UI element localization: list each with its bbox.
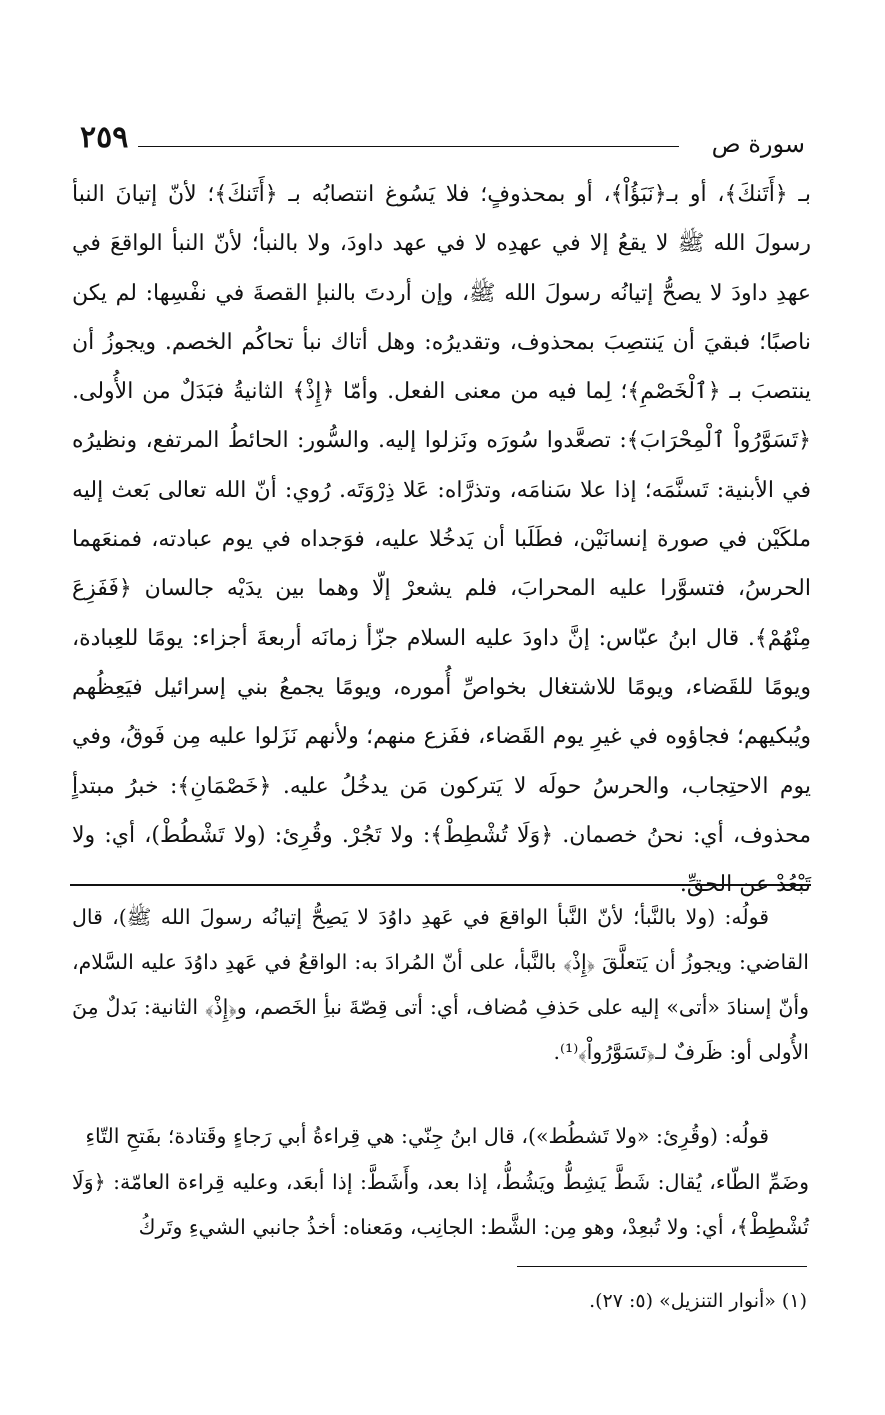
header-rule	[138, 146, 679, 147]
section-divider	[70, 884, 811, 886]
footnote: (١) «أنوار التنزيل» (٥: ٢٧).	[589, 1290, 807, 1312]
commentary-note-2-line-1: قولُه: (وقُرِئ: «ولا تَشطُط»)، قال ابنُ جِنّي: هي قِراءةُ أبي رَجاءٍ وقَتادة؛ بفَتحِ التّاءِ	[85, 1124, 769, 1148]
footnote-rule	[517, 1266, 807, 1267]
surah-title: سورة ص	[711, 130, 805, 158]
commentary-note-1: قولُه: (ولا بالنَّبأ؛ لأنّ النَّبأ الواقعَ في عَهدِ داوُدَ لا يَصِحُّ إتيانُه رسولَ الله ﷺ)، قال القاضي: ويجوزُ أن يَتعلَّقَ ﴿إِذْ﴾ بالنَّبأ، على أنّ المُرادَ به: الواقعُ في عَهدِ داوُدَ عليه السَّلام، وأنّ إسنادَ «أتى» إليه على حَذفِ مُضاف، أي: أتى قِصّةَ نبأِ الخَصم، و﴿إِذْ﴾ الثانية: بَدلٌ مِنَ الأُولى أو: ظَرفٌ لـ﴿تَسَوَّرُواْ﴾⁽¹⁾.	[72, 905, 809, 1064]
commentary-note-2-continued: وضَمِّ الطّاء، يُقال: شَطَّ يَشِطُّ ويَشُطُّ، إذا بعد، وأَشَطَّ: إذا أبعَد، وعليه قِراءة العامّة: ﴿وَلَا تُشْطِطْ﴾، أي: ولا تُبعِدْ، وهو مِن: الشَّط: الجانِب، ومَعناه: أخذُ جانبي الشيءِ وتَركُ	[72, 1170, 809, 1239]
page-number: ٢٥٩	[80, 120, 129, 155]
page-header	[80, 118, 805, 166]
main-paragraph: بـ ﴿أَتَنكَ﴾، أو بـ﴿نَبَؤُاْ﴾، أو بمحذوفٍ؛ فلا يَسُوغ انتصابُه بـ ﴿أَتَنكَ﴾؛ لأنّ إتيانَ النبأ رسولَ الله ﷺ لا يقعُ إلا في عهدِه لا في عهد داودَ، ولا بالنبأ؛ لأنّ النبأ الواقعَ في عهدِ داودَ لا يصحُّ إتيانُه رسولَ الله ﷺ، وإن أردتَ بالنبإ القصةَ في نفْسِها: لم يكن ناصبًا؛ فبقيَ أن يَنتصِبَ بمحذوف، وتقديرُه: وهل أتاك نبأ تحاكُم الخصم. ويجوزُ أن ينتصبَ بـ ﴿ٱلْخَصْمِ﴾؛ لِما فيه من معنى الفعل. وأمّا ﴿إِذْ﴾ الثانيةُ فبَدَلٌ من الأُولى. ﴿تَسَوَّرُواْ ٱلْمِحْرَابَ﴾: تصعَّدوا سُورَه ونَزلوا إليه. والسُّور: الحائطُ المرتفع، ونظيرُه في الأبنية: تَسنَّمَه؛ إذا علا سَنامَه، وتذرَّاه: عَلا ذِرْوَتَه. رُوي: أنّ الله تعالى بَعث إليه ملكَيْن في صورة إنسانَيْن، فطَلَبا أن يَدخُلا عليه، فوَجداه في يوم عبادته، فمنعَهما الحرسُ، فتسوَّرا عليه المحرابَ، فلم يشعرْ إلّا وهما بين يدَيْه جالسان ﴿فَفَزِعَ مِنْهُمْ﴾. قال ابنُ عبّاس: إنَّ داودَ عليه السلام جزّأ زمانَه أربعةَ أجزاء: يومًا للعِبادة، ويومًا للقَضاء، ويومًا للاشتغال بخواصِّ أُموره، ويومًا يجمعُ بني إسرائيل فيَعِظُهم ويُبكيهم؛ فجاؤوه في غيرِ يوم القَضاء، ففَزع منهم؛ ولأنهم نَزَلوا عليه مِن فَوقُ، وفي يوم الاحتِجاب، والحرسُ حولَه لا يَتركون مَن يدخُلُ عليه. ﴿خَصْمَانِ﴾: خبرُ مبتدأٍ محذوف، أي: نحنُ خصمان. ﴿وَلَا تُشْطِطْ﴾: ولا تَجُرْ. وقُرِئ: (ولا تَشْطُطْ)، أي: ولا تَبْعُدْ عن الحقِّ.	[72, 182, 811, 898]
